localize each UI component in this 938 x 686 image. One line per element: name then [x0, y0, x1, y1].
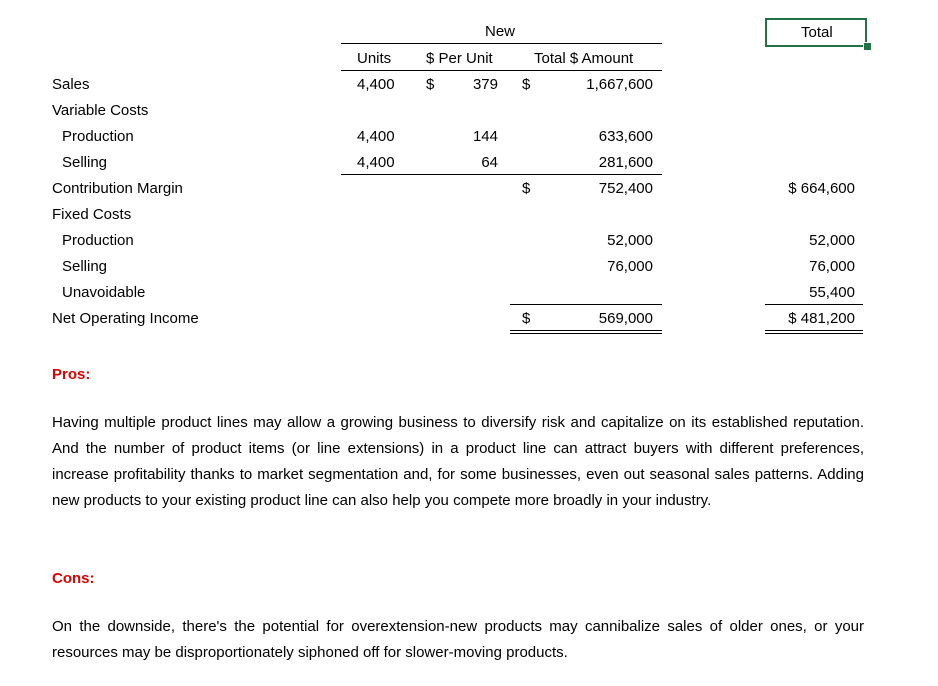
contribution-dollar: $ [522, 180, 531, 197]
pros-heading: Pros: [52, 366, 91, 383]
row-label-variable-costs: Variable Costs [52, 102, 149, 119]
fixed-total-line [765, 304, 863, 305]
net-double-underline [510, 330, 662, 334]
var-production-units: 4,400 [357, 128, 395, 145]
sales-per-dollar: $ [426, 76, 435, 93]
row-label-fix-selling: Selling [62, 258, 108, 275]
cons-text: On the downside, there's the potential for overextension-new products may cannibalize sales of older ones, or your resources may be disproportionately siphoned off for slower-moving products. [52, 618, 864, 661]
header-new: New [485, 23, 516, 40]
row-label-fix-production: Production [62, 232, 134, 249]
header-new-underline [341, 43, 662, 44]
row-label-sales: Sales [52, 76, 90, 93]
variable-subtotal-line [341, 174, 662, 175]
contribution-total: $ 664,600 [788, 180, 855, 197]
sales-amount-dollar: $ [522, 76, 531, 93]
header-per-unit: $ Per Unit [426, 50, 493, 67]
fill-handle[interactable] [863, 42, 872, 51]
fix-selling-amount: 76,000 [607, 258, 653, 275]
cons-heading: Cons: [52, 570, 95, 587]
header-total-amount: Total $ Amount [534, 50, 634, 67]
var-selling-amount: 281,600 [598, 154, 653, 171]
header-units: Units [357, 50, 392, 67]
sales-per-unit: 379 [472, 76, 498, 93]
unavoidable-total: 55,400 [809, 284, 855, 301]
header-underline [341, 70, 662, 71]
row-label-unavoidable: Unavoidable [62, 284, 146, 301]
header-total: Total [801, 24, 833, 41]
fixed-subtotal-line [510, 304, 662, 305]
sales-amount: 1,667,600 [586, 76, 653, 93]
fix-selling-total: 76,000 [809, 258, 855, 275]
fix-production-amount: 52,000 [607, 232, 653, 249]
var-production-per-unit: 144 [472, 128, 498, 145]
sales-units: 4,400 [357, 76, 395, 93]
pros-text: Having multiple product lines may allow a growing business to diversify risk and capitalize on its established reputation. And the number of product items (or line extensions) in a product line can attract buyers with different preferences, increase profitability thanks to market segmentation and, for some businesses, even out seasonal sales patterns. Adding new products to your existing product line can also help you compete more broadly in your industry. [52, 414, 864, 509]
net-total-double-underline [765, 330, 863, 334]
net-dollar: $ [522, 310, 531, 327]
var-production-amount: 633,600 [598, 128, 653, 145]
var-selling-units: 4,400 [357, 154, 395, 171]
net-total: $ 481,200 [788, 310, 855, 327]
fix-production-total: 52,000 [809, 232, 855, 249]
contribution-amount: 752,400 [598, 180, 653, 197]
row-label-fixed-costs: Fixed Costs [52, 206, 132, 223]
var-selling-per-unit: 64 [481, 154, 498, 171]
row-label-var-production: Production [62, 128, 134, 145]
row-label-contribution-margin: Contribution Margin [52, 180, 183, 197]
net-amount: 569,000 [598, 310, 653, 327]
row-label-var-selling: Selling [62, 154, 108, 171]
row-label-net-operating-income: Net Operating Income [52, 310, 199, 327]
